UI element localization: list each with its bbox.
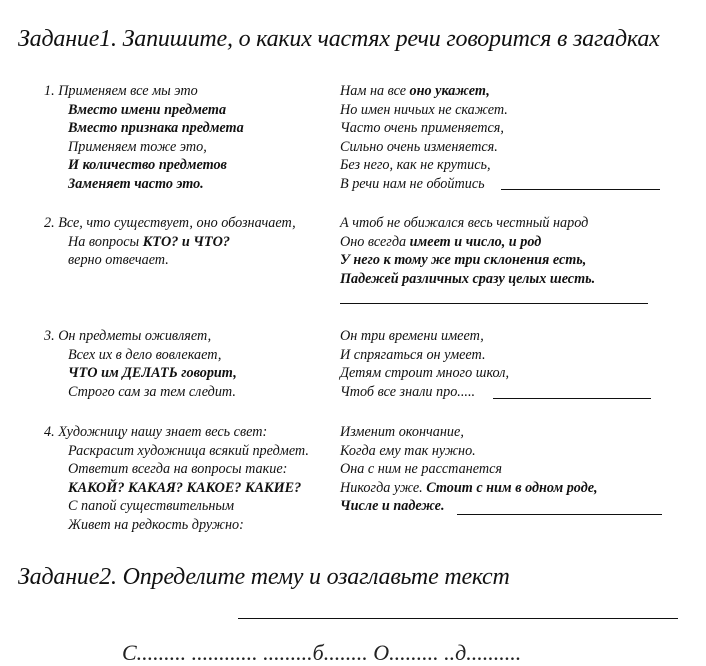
riddle-line: С папой существительным bbox=[68, 498, 235, 515]
riddle-3-right bbox=[340, 327, 509, 401]
answer-line-4[interactable] bbox=[457, 514, 662, 515]
riddle-line: Нам на все оно укажет, bbox=[340, 83, 490, 99]
answer-line-1[interactable] bbox=[501, 189, 660, 190]
riddle-line: Живет на редкость дружно: bbox=[68, 516, 244, 533]
riddle-line: Ответит всегда на вопросы такие: bbox=[68, 461, 288, 478]
riddle-line: Но имен ничьих не скажет. bbox=[340, 101, 508, 118]
riddle-line: Часто очень применяется, bbox=[340, 120, 504, 137]
riddle-2-right bbox=[340, 214, 595, 288]
answer-line-3[interactable] bbox=[493, 398, 651, 399]
riddle-line: Вместо имени предмета bbox=[68, 101, 227, 118]
riddle-4-right bbox=[340, 423, 598, 516]
riddle-line: Применяем тоже это, bbox=[68, 138, 207, 155]
riddle-line: Числе и падеже. bbox=[340, 498, 445, 515]
riddle-line: Чтоб все знали про..... bbox=[340, 383, 476, 400]
riddle-4-left bbox=[44, 423, 309, 535]
riddle-line: Без него, как не крутись, bbox=[340, 157, 491, 174]
riddle-line: Всех их в дело вовлекает, bbox=[68, 346, 222, 363]
answer-line-2[interactable] bbox=[340, 303, 648, 304]
riddle-line: КАКОЙ? КАКАЯ? КАКОЕ? КАКИЕ? bbox=[68, 479, 302, 496]
riddle-line: Детям строит много школ, bbox=[340, 365, 510, 382]
riddle-line: 3. Он предметы оживляет, bbox=[44, 328, 212, 344]
riddle-line: Падежей различных сразу целых шесть. bbox=[340, 270, 596, 287]
riddle-line: На вопросы КТО? и ЧТО? bbox=[68, 233, 230, 250]
riddle-line: Вместо признака предмета bbox=[68, 120, 244, 137]
riddle-line: Изменит окончание, bbox=[340, 424, 464, 440]
riddle-line: И количество предметов bbox=[68, 157, 227, 174]
riddle-line: Когда ему так нужно. bbox=[340, 442, 476, 459]
riddle-line: Раскрасит художница всякий предмет. bbox=[68, 442, 309, 459]
cut-off-text-line: С......... ............ .........б........ О......... ..д.......... bbox=[122, 640, 522, 665]
riddle-line: ЧТО им ДЕЛАТЬ говорит, bbox=[68, 365, 237, 382]
riddle-line: У него к тому же три склонения есть, bbox=[340, 252, 587, 269]
riddle-line: 2. Все, что существует, оно обозначает, bbox=[44, 215, 296, 231]
riddle-line: Оно всегда имеет и число, и род bbox=[340, 233, 542, 250]
riddle-1-right bbox=[340, 82, 508, 194]
riddle-line: А чтоб не обижался весь честный народ bbox=[340, 215, 589, 231]
riddle-line: Строго сам за тем следит. bbox=[68, 383, 236, 400]
riddle-line: Сильно очень изменяется. bbox=[340, 138, 498, 155]
riddle-3-left bbox=[44, 327, 237, 401]
riddle-line: Он три времени имеет, bbox=[340, 328, 484, 344]
riddle-line: верно отвечает. bbox=[68, 252, 169, 269]
riddle-line: Она с ним не расстанется bbox=[340, 461, 502, 478]
riddle-2-left bbox=[44, 214, 296, 270]
riddle-line: В речи нам не обойтись bbox=[340, 175, 485, 192]
riddle-line: 4. Художницу нашу знает весь свет: bbox=[44, 424, 268, 440]
task1-title: Задание1. Запишите, о каких частях речи говорится в загадках bbox=[18, 26, 660, 52]
riddle-line: Никогда уже. Стоит с ним в одном роде, bbox=[340, 479, 598, 496]
riddle-1-left bbox=[44, 82, 244, 194]
task2-title: Задание2. Определите тему и озаглавьте текст bbox=[18, 564, 510, 590]
riddle-line: И спрягаться он умеет. bbox=[340, 346, 486, 363]
riddle-line: 1. Применяем все мы это bbox=[44, 83, 198, 99]
answer-line-title[interactable] bbox=[238, 618, 678, 619]
riddle-line: Заменяет часто это. bbox=[68, 175, 204, 192]
